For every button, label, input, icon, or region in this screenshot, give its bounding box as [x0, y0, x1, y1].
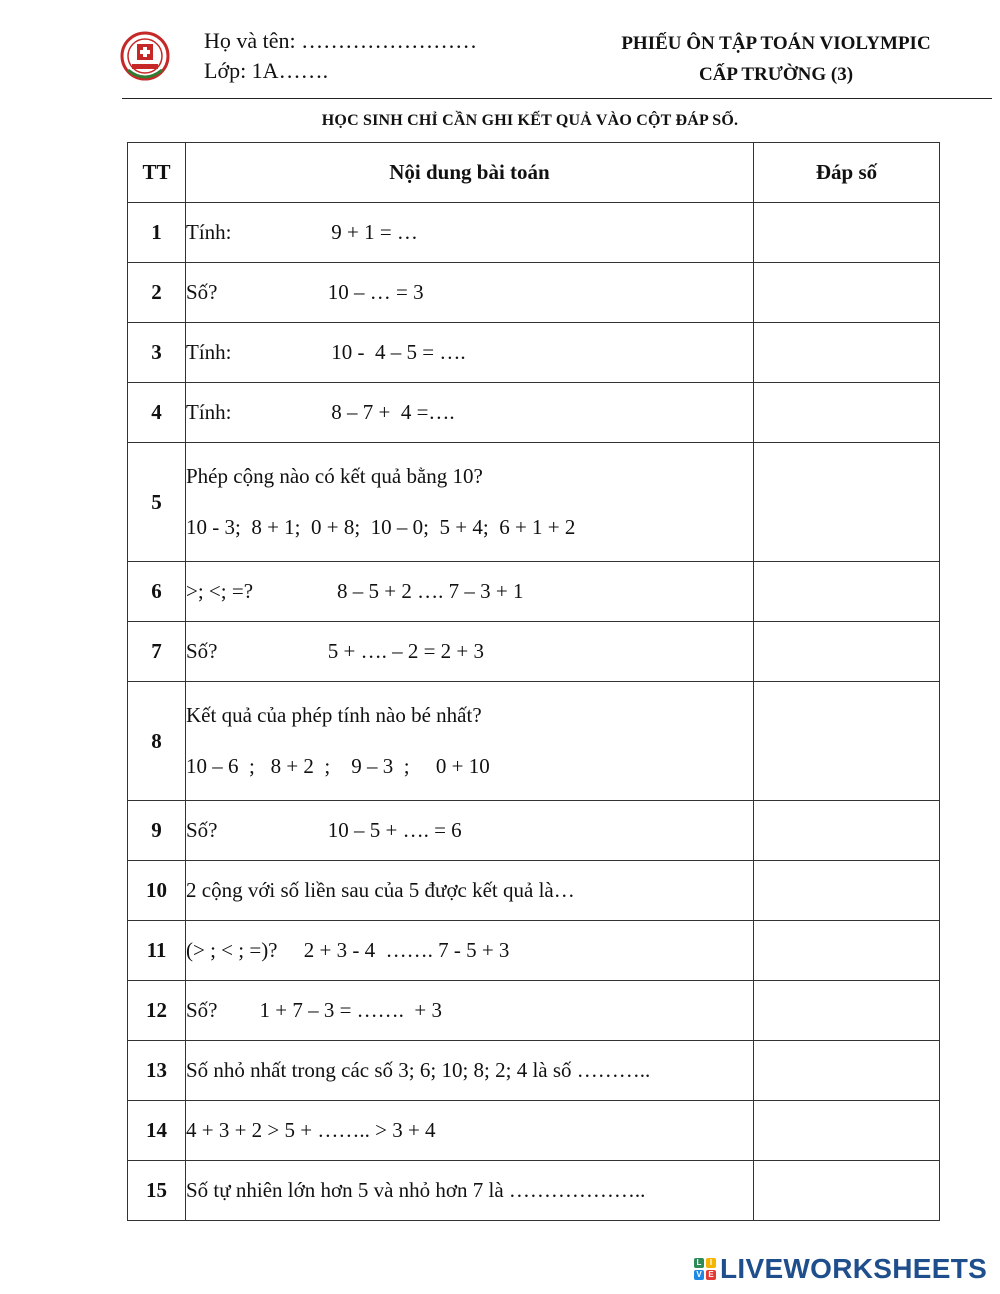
answer-input[interactable] — [754, 562, 939, 621]
problem-text: (> ; < ; =)? 2 + 3 - 4 ……. 7 - 5 + 3 — [186, 938, 510, 962]
table-row — [128, 323, 940, 383]
problem-text: Phép cộng nào có kết quả bằng 10? — [186, 464, 483, 488]
table-row — [128, 1101, 940, 1161]
problem-content — [186, 981, 754, 1041]
problem-content — [186, 1041, 754, 1101]
answer-input[interactable] — [754, 622, 939, 681]
problem-content — [186, 1101, 754, 1161]
answer-cell[interactable] — [754, 801, 940, 861]
table-row — [128, 203, 940, 263]
table-row — [128, 562, 940, 622]
brand-tile: V — [694, 1270, 704, 1280]
table-row — [128, 682, 940, 801]
table-row — [128, 622, 940, 682]
title-line-1: PHIẾU ÔN TẬP TOÁN VIOLYMPIC — [621, 33, 931, 54]
problem-text: Số? 10 – … = 3 — [186, 280, 424, 304]
instruction-text: HỌC SINH CHỈ CẦN GHI KẾT QUẢ VÀO CỘT ĐÁP SỐ. — [321, 112, 739, 129]
table-row — [128, 1161, 940, 1221]
problem-number: 11 — [128, 921, 186, 981]
problem-text: 10 - 3; 8 + 1; 0 + 8; 10 – 0; 5 + 4; 6 + 1 + 2 — [186, 515, 576, 539]
answer-cell[interactable] — [754, 383, 940, 443]
answer-cell[interactable] — [754, 1101, 940, 1161]
school-crest-icon — [120, 26, 170, 90]
problem-text: Số? 1 + 7 – 3 = ……. + 3 — [186, 998, 443, 1022]
answer-input[interactable] — [754, 1101, 939, 1160]
problem-number: 2 — [128, 263, 186, 323]
answer-input[interactable] — [754, 682, 939, 800]
answer-input[interactable] — [754, 801, 939, 860]
answer-cell[interactable] — [754, 622, 940, 682]
header-tt: TT — [128, 143, 186, 203]
problem-text: 4 + 3 + 2 > 5 + …….. > 3 + 4 — [186, 1118, 436, 1142]
answer-cell[interactable] — [754, 443, 940, 562]
header-divider — [122, 98, 992, 99]
brand-tile: L — [694, 1258, 704, 1268]
brand-tile: I — [706, 1258, 716, 1268]
problem-number: 5 — [128, 443, 186, 562]
header-content: Nội dung bài toán — [186, 143, 754, 203]
problem-content — [186, 622, 754, 682]
brand-tile: E — [706, 1270, 716, 1280]
answer-input[interactable] — [754, 981, 939, 1040]
problem-number: 3 — [128, 323, 186, 383]
answer-cell[interactable] — [754, 921, 940, 981]
answer-cell[interactable] — [754, 562, 940, 622]
problem-text: 10 – 6 ; 8 + 2 ; 9 – 3 ; 0 + 10 — [186, 754, 490, 778]
answer-input[interactable] — [754, 263, 939, 322]
problem-text: Tính: 10 - 4 – 5 = …. — [186, 340, 466, 364]
table-row — [128, 443, 940, 562]
answer-input[interactable] — [754, 1161, 939, 1220]
title-line-2: CẤP TRƯỜNG (3) — [698, 64, 854, 85]
answer-input[interactable] — [754, 861, 939, 920]
problem-content — [186, 1161, 754, 1221]
problem-text: Số tự nhiên lớn hơn 5 và nhỏ hơn 7 là ……………….. — [186, 1178, 646, 1202]
problem-number: 7 — [128, 622, 186, 682]
student-info — [204, 26, 477, 86]
problem-number: 15 — [128, 1161, 186, 1221]
answer-cell[interactable] — [754, 1041, 940, 1101]
header-answer: Đáp số — [754, 143, 940, 203]
problem-number: 13 — [128, 1041, 186, 1101]
problem-text: >; <; =? 8 – 5 + 2 …. 7 – 3 + 1 — [186, 579, 524, 603]
problem-content — [186, 263, 754, 323]
problem-content — [186, 323, 754, 383]
table-row — [128, 1041, 940, 1101]
table-row — [128, 383, 940, 443]
problem-table — [127, 142, 940, 1221]
table-row — [128, 861, 940, 921]
problem-number: 8 — [128, 682, 186, 801]
answer-input[interactable] — [754, 203, 939, 262]
table-row — [128, 801, 940, 861]
answer-cell[interactable] — [754, 682, 940, 801]
liveworksheets-tiles-icon — [694, 1258, 716, 1280]
answer-input[interactable] — [754, 443, 939, 561]
answer-cell[interactable] — [754, 203, 940, 263]
answer-cell[interactable] — [754, 263, 940, 323]
answer-cell[interactable] — [754, 1161, 940, 1221]
table-row — [128, 981, 940, 1041]
problem-number: 1 — [128, 203, 186, 263]
problem-content — [186, 861, 754, 921]
problem-number: 6 — [128, 562, 186, 622]
problem-content — [186, 443, 754, 562]
table-row — [128, 263, 940, 323]
problem-number: 4 — [128, 383, 186, 443]
worksheet-title — [570, 28, 982, 90]
answer-input[interactable] — [754, 323, 939, 382]
problem-text: 2 cộng với số liền sau của 5 được kết quả là… — [186, 878, 575, 902]
problem-text: Số? 10 – 5 + …. = 6 — [186, 818, 462, 842]
answer-input[interactable] — [754, 383, 939, 442]
problem-number: 9 — [128, 801, 186, 861]
problem-content — [186, 682, 754, 801]
answer-input[interactable] — [754, 1041, 939, 1100]
answer-cell[interactable] — [754, 981, 940, 1041]
problem-text: Kết quả của phép tính nào bé nhất? — [186, 703, 482, 727]
problem-content — [186, 921, 754, 981]
table-row — [128, 921, 940, 981]
brand-name: LIVEWORKSHEETS — [720, 1253, 988, 1284]
answer-cell[interactable] — [754, 323, 940, 383]
answer-cell[interactable] — [754, 861, 940, 921]
problem-content — [186, 801, 754, 861]
liveworksheets-brand — [694, 1254, 987, 1284]
class-label: Lớp: 1A……. — [204, 58, 329, 83]
answer-input[interactable] — [754, 921, 939, 980]
problem-content — [186, 383, 754, 443]
problem-number: 14 — [128, 1101, 186, 1161]
problem-content — [186, 562, 754, 622]
problem-text: Tính: 8 – 7 + 4 =…. — [186, 400, 455, 424]
problem-text: Tính: 9 + 1 = … — [186, 220, 418, 244]
problem-text: Số? 5 + …. – 2 = 2 + 3 — [186, 639, 485, 663]
problem-content — [186, 203, 754, 263]
problem-number: 12 — [128, 981, 186, 1041]
problem-text: Số nhỏ nhất trong các số 3; 6; 10; 8; 2; 4 là số ……….. — [186, 1058, 651, 1082]
problem-number: 10 — [128, 861, 186, 921]
name-label: Họ và tên: …………………… — [204, 28, 478, 53]
